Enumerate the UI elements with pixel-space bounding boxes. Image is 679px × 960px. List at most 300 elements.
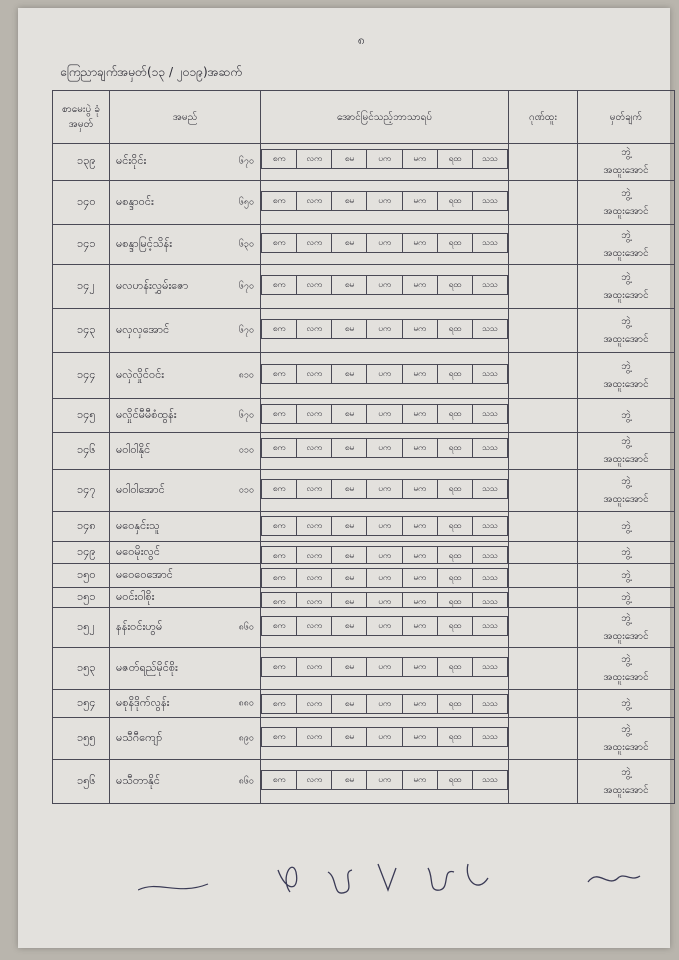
- grade-box: စမ: [332, 568, 367, 588]
- grade-box: မက: [403, 364, 438, 384]
- remark-cell: [578, 512, 675, 542]
- grade-box: ရထ: [438, 657, 473, 677]
- student-cell: [110, 433, 261, 470]
- table-row: [53, 564, 675, 588]
- grade-box: စက: [261, 438, 297, 458]
- table-row: [53, 309, 675, 353]
- roll-number: ၁၅၃: [53, 648, 110, 690]
- roll-number: ၁၄၈: [53, 512, 110, 542]
- remark-cell: [578, 690, 675, 718]
- grade-box: ပက: [367, 364, 402, 384]
- subject-grades: [261, 542, 509, 564]
- remark-cell: [578, 608, 675, 648]
- grade-box: လက: [297, 404, 332, 424]
- grade-box: စက: [261, 770, 297, 790]
- distinction-cell: [509, 718, 578, 760]
- grade-boxes: [261, 319, 508, 339]
- grade-box: လက: [297, 770, 332, 790]
- roll-number: ၁၄၃: [53, 309, 110, 353]
- student-name: မင်းဝိုင်း: [116, 154, 147, 167]
- student-cell: [110, 144, 261, 181]
- grade-box: စမ: [332, 275, 367, 295]
- remark-cell: [578, 470, 675, 512]
- student-name: မဝေမိုးလွင်: [116, 544, 160, 558]
- student-cell: [110, 512, 261, 542]
- grade-box: လက: [297, 546, 332, 564]
- grade-box: လက: [297, 568, 332, 588]
- remark-degree: ဘွဲ့: [621, 360, 631, 372]
- score-note: ၈၁၀: [238, 370, 254, 380]
- grade-box: မက: [403, 233, 438, 253]
- table-row: [53, 144, 675, 181]
- student-name: မဝါဝါနိုင်: [116, 443, 151, 456]
- grade-box: မက: [403, 616, 438, 636]
- remark-degree: ဘွဲ့: [621, 520, 631, 532]
- grade-boxes: [261, 233, 508, 253]
- grade-box: လက: [297, 233, 332, 253]
- remark-degree: ဘွဲ့: [621, 612, 631, 624]
- grade-box: လက: [297, 319, 332, 339]
- grade-box: မက: [403, 479, 438, 499]
- grade-box: ပက: [367, 191, 402, 211]
- student-name: မလှိုင်မီမီစံထွန်း: [116, 407, 177, 421]
- remark-distinction-pass: အထူးအောင်: [603, 247, 649, 259]
- grade-box: စမ: [332, 592, 367, 608]
- subject-grades: [261, 718, 509, 760]
- grade-box: စမ: [332, 770, 367, 790]
- grade-box: စက: [261, 568, 297, 588]
- grade-box: သသ: [473, 592, 508, 608]
- student-cell: [110, 399, 261, 433]
- grade-boxes: [261, 479, 508, 499]
- table-row: [53, 760, 675, 804]
- subject-grades: [261, 648, 509, 690]
- remark-cell: [578, 144, 675, 181]
- roll-number: ၁၅၀: [53, 564, 110, 588]
- subject-grades: [261, 564, 509, 588]
- header-subjects: အောင်မြင်သည့်ဘာသာရပ်: [261, 91, 509, 144]
- grade-box: ရထ: [438, 568, 473, 588]
- remark-distinction-pass: အထူးအောင်: [603, 671, 649, 683]
- table-row: [53, 648, 675, 690]
- score-note: ၆၇၀: [238, 281, 254, 291]
- distinction-cell: [509, 608, 578, 648]
- remark-degree: ဘွဲ့: [621, 187, 631, 199]
- remark-cell: [578, 588, 675, 608]
- roll-number: ၁၄၉: [53, 542, 110, 564]
- score-note: ၈၉၀: [238, 733, 254, 743]
- student-cell: [110, 542, 261, 564]
- remark-distinction-pass: အထူးအောင်: [603, 289, 649, 301]
- student-name: မလဟန်းလွှမ်းဇော: [116, 278, 189, 292]
- grade-box: လက: [297, 657, 332, 677]
- grade-box: စမ: [332, 727, 367, 747]
- student-name: မသီဂီကျော်: [116, 730, 163, 744]
- grade-box: သသ: [473, 438, 508, 458]
- grade-box: လက: [297, 516, 332, 536]
- grade-box: စက: [261, 149, 297, 169]
- grade-box: သသ: [473, 546, 508, 564]
- grade-box: လက: [297, 616, 332, 636]
- grade-box: ရထ: [438, 546, 473, 564]
- grade-box: မက: [403, 770, 438, 790]
- subject-grades: [261, 690, 509, 718]
- distinction-cell: [509, 181, 578, 225]
- results-table: [52, 90, 675, 804]
- distinction-cell: [509, 265, 578, 309]
- roll-number: ၁၃၉: [53, 144, 110, 181]
- grade-box: သသ: [473, 516, 508, 536]
- remark-cell: [578, 181, 675, 225]
- grade-box: စက: [261, 727, 297, 747]
- grade-box: သသ: [473, 479, 508, 499]
- remark-cell: [578, 760, 675, 804]
- score-note: ၈၆၀: [238, 622, 254, 632]
- remark-distinction-pass: အထူးအောင်: [603, 454, 649, 465]
- page-number: ၈: [358, 33, 365, 47]
- subject-grades: [261, 470, 509, 512]
- grade-box: ရထ: [438, 149, 473, 169]
- grade-boxes: [261, 568, 508, 588]
- grade-box: လက: [297, 191, 332, 211]
- remark-cell: [578, 309, 675, 353]
- grade-box: ပက: [367, 770, 402, 790]
- grade-box: ပက: [367, 404, 402, 424]
- student-name: မစန္ဒာမြင့်သိန်း: [116, 236, 173, 250]
- grade-boxes: [261, 616, 508, 636]
- grade-boxes: [261, 770, 508, 790]
- grade-box: ပက: [367, 149, 402, 169]
- grade-box: လက: [297, 592, 332, 608]
- remark-distinction-pass: အထူးအောင်: [603, 784, 649, 796]
- subject-grades: [261, 144, 509, 181]
- grade-box: စက: [261, 616, 297, 636]
- table-header-row: [53, 91, 675, 144]
- distinction-cell: [509, 399, 578, 433]
- remark-distinction-pass: အထူးအောင်: [603, 165, 649, 176]
- distinction-cell: [509, 542, 578, 564]
- grade-box: ရထ: [438, 191, 473, 211]
- grade-box: သသ: [473, 364, 508, 384]
- student-cell: [110, 718, 261, 760]
- grade-box: လက: [297, 479, 332, 499]
- remark-cell: [578, 399, 675, 433]
- grade-box: စက: [261, 233, 297, 253]
- grade-box: သသ: [473, 770, 508, 790]
- student-name: မသီတာနိုင်: [116, 773, 160, 787]
- roll-number: ၁၅၅: [53, 718, 110, 760]
- distinction-cell: [509, 309, 578, 353]
- roll-number: ၁၄၅: [53, 399, 110, 433]
- student-name: မဝေဝေအောင်: [116, 567, 173, 581]
- student-cell: [110, 225, 261, 265]
- table-row: [53, 608, 675, 648]
- table-row: [53, 690, 675, 718]
- remark-distinction-pass: အထူးအောင်: [603, 378, 649, 390]
- remark-degree: ဘွဲ့: [621, 271, 631, 283]
- remark-degree: ဘွဲ့: [621, 229, 631, 241]
- grade-boxes: [261, 438, 508, 458]
- grade-box: စက: [261, 516, 297, 536]
- remark-distinction-pass: အထူးအောင်: [603, 741, 649, 753]
- grade-box: ပက: [367, 516, 402, 536]
- grade-box: မက: [403, 694, 438, 714]
- table-row: [53, 399, 675, 433]
- grade-boxes: [261, 694, 508, 714]
- student-cell: [110, 181, 261, 225]
- remark-degree: ဘွဲ့: [621, 569, 631, 581]
- header-roll-number: စာမေးပွဲ ခုံအမှတ်: [53, 91, 110, 144]
- subject-grades: [261, 181, 509, 225]
- grade-box: ရထ: [438, 694, 473, 714]
- grade-box: သသ: [473, 191, 508, 211]
- remark-degree: ဘွဲ့: [621, 315, 631, 327]
- grade-box: ပက: [367, 694, 402, 714]
- subject-grades: [261, 760, 509, 804]
- grade-box: ရထ: [438, 233, 473, 253]
- remark-degree: ဘွဲ့: [621, 766, 631, 778]
- distinction-cell: [509, 564, 578, 588]
- grade-box: စမ: [332, 546, 367, 564]
- grade-box: မက: [403, 319, 438, 339]
- student-cell: [110, 760, 261, 804]
- remark-cell: [578, 718, 675, 760]
- remark-degree: ဘွဲ့: [621, 546, 631, 558]
- grade-box: ပက: [367, 727, 402, 747]
- grade-box: စက: [261, 275, 297, 295]
- grade-box: သသ: [473, 233, 508, 253]
- grade-box: လက: [297, 727, 332, 747]
- grade-box: ပက: [367, 657, 402, 677]
- distinction-cell: [509, 512, 578, 542]
- grade-boxes: [261, 592, 508, 608]
- grade-box: ရထ: [438, 770, 473, 790]
- remark-degree: ဘွဲ့: [621, 147, 631, 158]
- student-cell: [110, 588, 261, 608]
- table-row: [53, 433, 675, 470]
- remark-distinction-pass: အထူးအောင်: [603, 493, 649, 505]
- grade-box: ပက: [367, 616, 402, 636]
- grade-box: ရထ: [438, 479, 473, 499]
- grade-box: ရထ: [438, 438, 473, 458]
- student-cell: [110, 648, 261, 690]
- table-row: [53, 181, 675, 225]
- grade-box: စမ: [332, 479, 367, 499]
- roll-number: ၁၄၂: [53, 265, 110, 309]
- grade-box: စမ: [332, 319, 367, 339]
- grade-box: ရထ: [438, 616, 473, 636]
- student-name: မစန္ဒာဝင်း: [116, 194, 154, 208]
- distinction-cell: [509, 648, 578, 690]
- grade-box: မက: [403, 546, 438, 564]
- student-name: မဝေနှင်းသူ: [116, 518, 160, 532]
- grade-box: စမ: [332, 657, 367, 677]
- student-cell: [110, 265, 261, 309]
- grade-boxes: [261, 364, 508, 384]
- grade-box: ပက: [367, 275, 402, 295]
- grade-box: ရထ: [438, 727, 473, 747]
- grade-box: မက: [403, 657, 438, 677]
- grade-box: စက: [261, 319, 297, 339]
- distinction-cell: [509, 588, 578, 608]
- score-note: ၆၃၀: [238, 239, 254, 249]
- distinction-cell: [509, 225, 578, 265]
- distinction-cell: [509, 433, 578, 470]
- table-row: [53, 718, 675, 760]
- remark-degree: ဘွဲ့: [621, 436, 631, 447]
- remark-degree: ဘွဲ့: [621, 653, 631, 665]
- subject-grades: [261, 225, 509, 265]
- grade-box: လက: [297, 694, 332, 714]
- grade-box: သသ: [473, 568, 508, 588]
- table-row: [53, 542, 675, 564]
- remark-cell: [578, 265, 675, 309]
- grade-box: စမ: [332, 404, 367, 424]
- student-cell: [110, 309, 261, 353]
- score-note: ၆၇၀: [238, 410, 254, 420]
- grade-box: စမ: [332, 149, 367, 169]
- student-cell: [110, 608, 261, 648]
- roll-number: ၁၅၁: [53, 588, 110, 608]
- grade-boxes: [261, 516, 508, 536]
- grade-box: သသ: [473, 404, 508, 424]
- grade-box: လက: [297, 438, 332, 458]
- table-row: [53, 470, 675, 512]
- score-note: ၀၁၀: [238, 485, 254, 495]
- subject-grades: [261, 433, 509, 470]
- table-row: [53, 512, 675, 542]
- student-name: နန်းဝင်းဟွမ်: [116, 619, 163, 633]
- remark-degree: ဘွဲ့: [621, 723, 631, 735]
- grade-box: မက: [403, 568, 438, 588]
- score-note: ၈၈၀: [238, 698, 254, 708]
- grade-box: ပက: [367, 546, 402, 564]
- grade-box: ပက: [367, 479, 402, 499]
- student-name: မဝါဝါအောင်: [116, 482, 165, 496]
- roll-number: ၁၅၂: [53, 608, 110, 648]
- subject-grades: [261, 608, 509, 648]
- grade-box: ရထ: [438, 404, 473, 424]
- score-note: ၈၆၀: [238, 776, 254, 786]
- score-note: ၀၁၀: [238, 445, 254, 456]
- grade-box: ရထ: [438, 592, 473, 608]
- student-cell: [110, 470, 261, 512]
- grade-boxes: [261, 404, 508, 424]
- grade-box: စက: [261, 479, 297, 499]
- grade-box: ရထ: [438, 364, 473, 384]
- grade-box: မက: [403, 191, 438, 211]
- student-name: မလှလှအောင်: [116, 322, 170, 336]
- grade-box: သသ: [473, 657, 508, 677]
- student-cell: [110, 690, 261, 718]
- distinction-cell: [509, 760, 578, 804]
- remark-cell: [578, 225, 675, 265]
- grade-box: မက: [403, 149, 438, 169]
- remark-cell: [578, 433, 675, 470]
- grade-box: စက: [261, 191, 297, 211]
- grade-box: မက: [403, 727, 438, 747]
- table-row: [53, 353, 675, 399]
- table-row: [53, 265, 675, 309]
- roll-number: ၁၄၄: [53, 353, 110, 399]
- grade-box: ပက: [367, 319, 402, 339]
- remark-distinction-pass: အထူးအောင်: [603, 205, 649, 217]
- grade-box: သသ: [473, 694, 508, 714]
- remark-cell: [578, 564, 675, 588]
- grade-boxes: [261, 275, 508, 295]
- student-name: မစုနိဒိုက်လွန်း: [116, 695, 170, 709]
- distinction-cell: [509, 353, 578, 399]
- signatures: [138, 854, 658, 914]
- score-note: ၆၅၀: [238, 197, 254, 207]
- grade-boxes: [261, 657, 508, 677]
- grade-box: မက: [403, 275, 438, 295]
- remark-degree: ဘွဲ့: [621, 591, 631, 603]
- grade-box: စမ: [332, 191, 367, 211]
- student-cell: [110, 353, 261, 399]
- grade-box: မက: [403, 516, 438, 536]
- grade-box: စက: [261, 657, 297, 677]
- grade-box: မက: [403, 438, 438, 458]
- student-name: မဝင်းဝါစိုး: [116, 589, 155, 603]
- table-row: [53, 225, 675, 265]
- grade-box: စမ: [332, 516, 367, 536]
- grade-boxes: [261, 149, 508, 169]
- remark-cell: [578, 542, 675, 564]
- remark-cell: [578, 648, 675, 690]
- roll-number: ၁၅၄: [53, 690, 110, 718]
- grade-box: စက: [261, 404, 297, 424]
- roll-number: ၁၄၇: [53, 470, 110, 512]
- table-row: [53, 588, 675, 608]
- score-note: ၆၇၀: [238, 156, 254, 167]
- student-name: မဇတ်ရည်မိုင်စိုး: [116, 660, 178, 674]
- grade-box: စမ: [332, 616, 367, 636]
- roll-number: ၁၄၀: [53, 181, 110, 225]
- grade-box: လက: [297, 364, 332, 384]
- remark-degree: ဘွဲ့: [621, 697, 631, 709]
- grade-box: သသ: [473, 616, 508, 636]
- subject-grades: [261, 309, 509, 353]
- subject-grades: [261, 353, 509, 399]
- subject-grades: [261, 512, 509, 542]
- announcement-heading: ကြေညာချက်အမှတ်(၁၃ / ၂၀၁၉)အဆက်: [60, 65, 243, 79]
- grade-box: သသ: [473, 727, 508, 747]
- grade-box: ရထ: [438, 516, 473, 536]
- grade-box: ပက: [367, 568, 402, 588]
- grade-box: စမ: [332, 233, 367, 253]
- header-remark: မှတ်ချက်: [578, 91, 675, 144]
- roll-number: ၁၄၁: [53, 225, 110, 265]
- grade-box: လက: [297, 149, 332, 169]
- grade-box: လက: [297, 275, 332, 295]
- grade-box: ပက: [367, 438, 402, 458]
- roll-number: ၁၅၆: [53, 760, 110, 804]
- subject-grades: [261, 588, 509, 608]
- header-name: အမည်: [110, 91, 261, 144]
- grade-box: သသ: [473, 149, 508, 169]
- grade-box: စမ: [332, 364, 367, 384]
- subject-grades: [261, 399, 509, 433]
- grade-box: ပက: [367, 233, 402, 253]
- header-distinction: ဂုဏ်ထူး: [509, 91, 578, 144]
- distinction-cell: [509, 470, 578, 512]
- grade-box: စက: [261, 592, 297, 608]
- remark-distinction-pass: အထူးအောင်: [603, 333, 649, 345]
- document-page: [18, 8, 670, 948]
- grade-box: ရထ: [438, 319, 473, 339]
- student-name: မလှဲလှိုင်ဝင်း: [116, 367, 165, 381]
